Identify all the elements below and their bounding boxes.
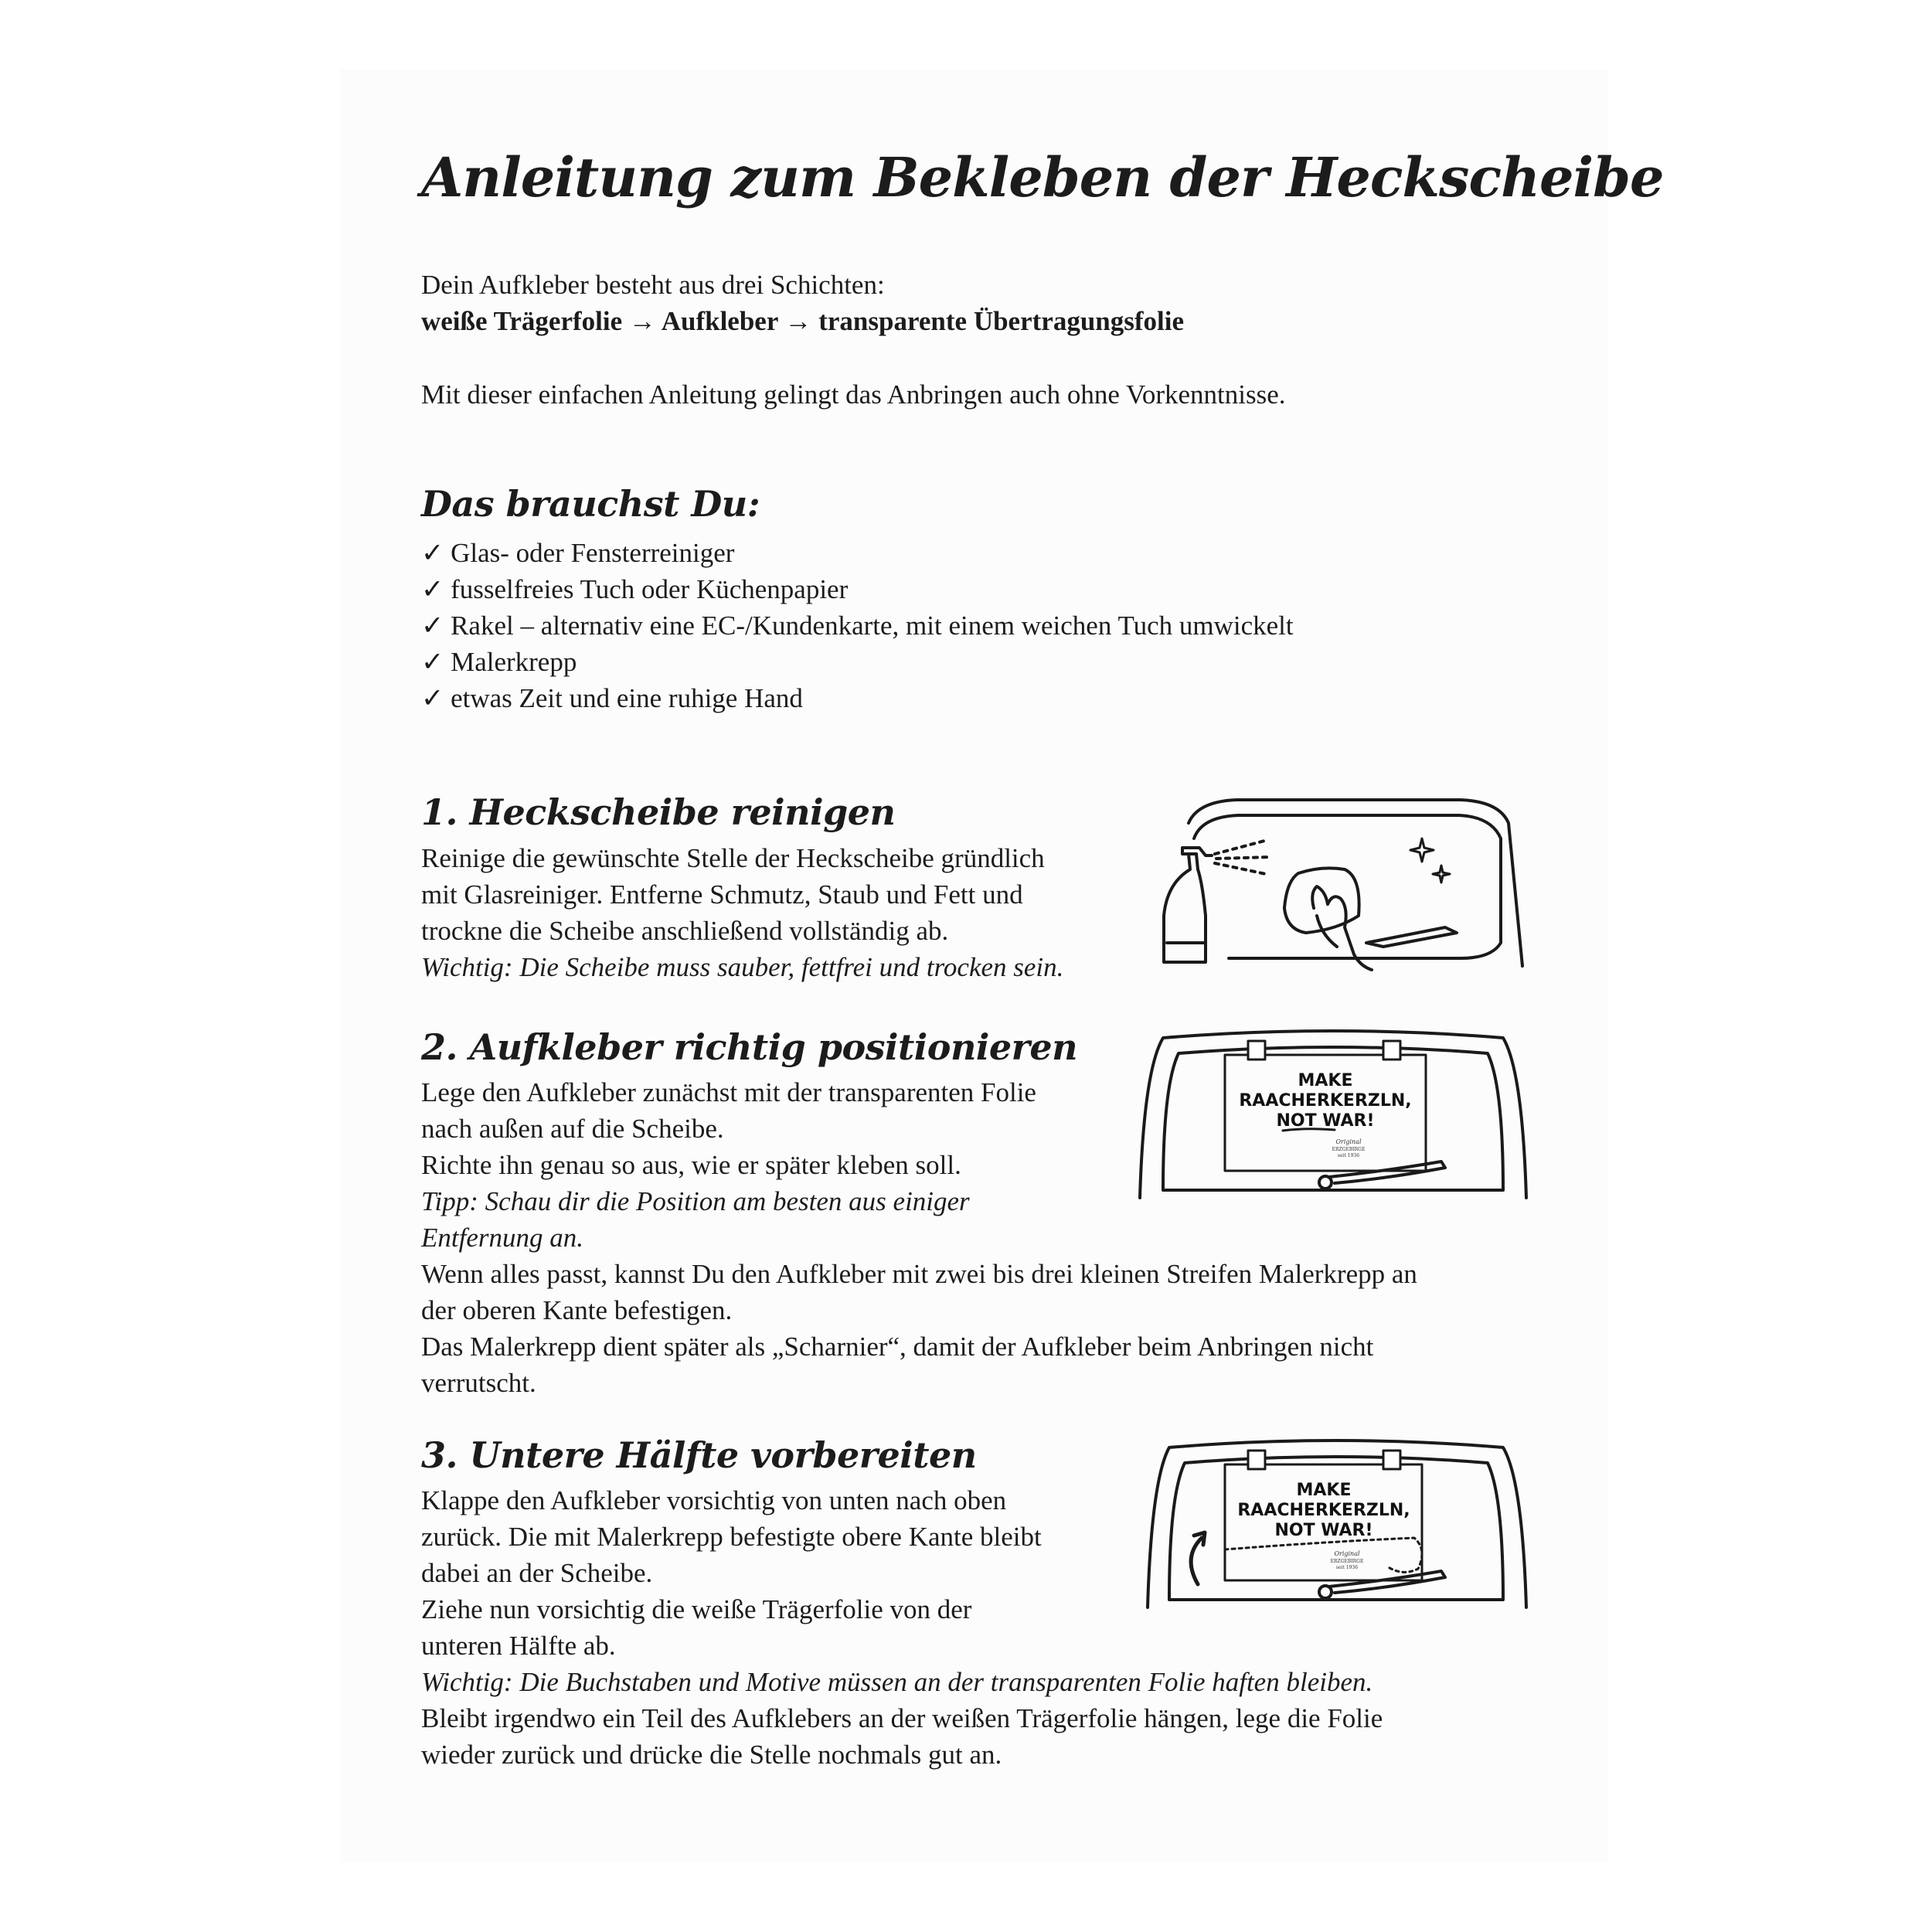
fold-back-illustration: [1140, 1434, 1534, 1619]
step2-tip: [421, 1183, 970, 1219]
step3-line: dabei an der Scheibe.: [421, 1558, 653, 1588]
sticker-line-1: MAKE: [1296, 1481, 1352, 1500]
sticker-small-3: seit 1936: [1335, 1565, 1359, 1570]
sticker-position-illustration: [1132, 1024, 1534, 1209]
step1-line: Reinige die gewünschte Stelle der Heckscheibe gründlich: [421, 843, 1045, 873]
step1-line: trockne die Scheibe anschließend vollständig ab.: [421, 916, 949, 946]
needs-item: ✓ Rakel – alternativ eine EC-/Kundenkarte, mit einem weichen Tuch umwickelt: [421, 611, 1294, 641]
step2-heading: 2. Aufkleber richtig positionieren: [421, 1026, 1078, 1068]
sticker-line-3: NOT WAR!: [1276, 1111, 1375, 1131]
step3-note-text: Wichtig: Die Buchstaben und Motive müssen an der transparenten Folie haften bleiben.: [421, 1667, 1373, 1697]
needs-heading: Das brauchst Du:: [421, 483, 760, 525]
step3-note: [421, 1664, 1372, 1700]
needs-item: ✓ etwas Zeit und eine ruhige Hand: [421, 683, 803, 713]
layers-label: weiße Trägerfolie → Aufkleber → transparente Übertragungsfolie: [421, 306, 1185, 336]
step2-more: Wenn alles passt, kannst Du den Aufkleber mit zwei bis drei kleinen Streifen Malerkrepp an: [421, 1259, 1417, 1289]
sticker-small-2: ERZGEBIRGE: [1330, 1559, 1364, 1564]
step2-more: Das Malerkrepp dient später als „Scharnier“, damit der Aufkleber beim Anbringen nicht: [421, 1332, 1374, 1362]
step2-tip: [421, 1219, 583, 1256]
sticker-small-1: Original: [1335, 1138, 1362, 1145]
wiper-icon: [1329, 1162, 1445, 1183]
needs-item: ✓ Glas- oder Fensterreiniger: [421, 538, 735, 568]
peel-corner: [1225, 1538, 1422, 1572]
step3-line: unteren Hälfte ab.: [421, 1631, 616, 1661]
sticker-small-1: Original: [1334, 1550, 1360, 1557]
step3-line: Klappe den Aufkleber vorsichtig von unten nach oben: [421, 1485, 1007, 1515]
sticker-line-2: RAACHERKERZLN,: [1237, 1501, 1410, 1520]
needs-item: ✓ fusselfreies Tuch oder Küchenpapier: [421, 574, 849, 604]
step1-line: mit Glasreiniger. Entferne Schmutz, Staub und Fett und: [421, 879, 1023, 910]
sticker-line-3: NOT WAR!: [1274, 1521, 1373, 1540]
cloth-icon: [1284, 868, 1359, 933]
sparkle-icon: [1410, 838, 1434, 862]
step2-line: nach außen auf die Scheibe.: [421, 1114, 724, 1144]
needs-item: ✓ Malerkrepp: [421, 647, 577, 677]
sticker-line-1: MAKE: [1298, 1071, 1353, 1090]
sticker-line-2: RAACHERKERZLN,: [1239, 1091, 1412, 1111]
step3-more: Bleibt irgendwo ein Teil des Aufklebers an der weißen Trägerfolie hängen, lege die Folie: [421, 1703, 1383, 1733]
window-cleaning-illustration: [1151, 792, 1530, 981]
intro-note: Mit dieser einfachen Anleitung gelingt das Anbringen auch ohne Vorkenntnisse.: [421, 379, 1286, 410]
step1-note: [421, 949, 1063, 985]
tape-strip: [1248, 1451, 1265, 1469]
step3-heading: 3. Untere Hälfte vorbereiten: [421, 1434, 977, 1476]
sparkle-icon: [1433, 866, 1450, 883]
step3-line: Ziehe nun vorsichtig die weiße Trägerfolie von der: [421, 1594, 972, 1624]
tape-strip: [1383, 1451, 1400, 1469]
step2-line: Richte ihn genau so aus, wie er später kleben soll.: [421, 1150, 961, 1180]
step3-line: zurück. Die mit Malerkrepp befestigte obere Kante bleibt: [421, 1522, 1042, 1552]
step2-tip-line: Tipp: Schau dir die Position am besten aus einiger: [421, 1186, 970, 1216]
sticker-small-3: seit 1936: [1337, 1153, 1360, 1158]
step2-tip-line: Entfernung an.: [421, 1223, 583, 1253]
step2-line: Lege den Aufkleber zunächst mit der transparenten Folie: [421, 1077, 1036, 1107]
tape-strip: [1248, 1041, 1265, 1060]
wiper-icon: [1366, 927, 1457, 947]
step2-more: verrutscht.: [421, 1368, 536, 1398]
step1-heading: 1. Heckscheibe reinigen: [421, 791, 896, 833]
page-title: Anleitung zum Bekleben der Heckscheibe: [421, 145, 1664, 209]
layers-text: [421, 303, 1184, 339]
wiper-icon: [1329, 1571, 1445, 1593]
step3-more: wieder zurück und drücke die Stelle nochmals gut an.: [421, 1740, 1002, 1770]
tape-strip: [1383, 1041, 1400, 1060]
curved-arrow-icon: [1191, 1538, 1202, 1584]
sticker-small-2: ERZGEBIRGE: [1332, 1147, 1366, 1152]
step2-more: der oberen Kante befestigen.: [421, 1295, 733, 1325]
step1-note-text: Wichtig: Die Scheibe muss sauber, fettfrei und trocken sein.: [421, 952, 1064, 982]
intro-text: Dein Aufkleber besteht aus drei Schichten:: [421, 270, 885, 300]
